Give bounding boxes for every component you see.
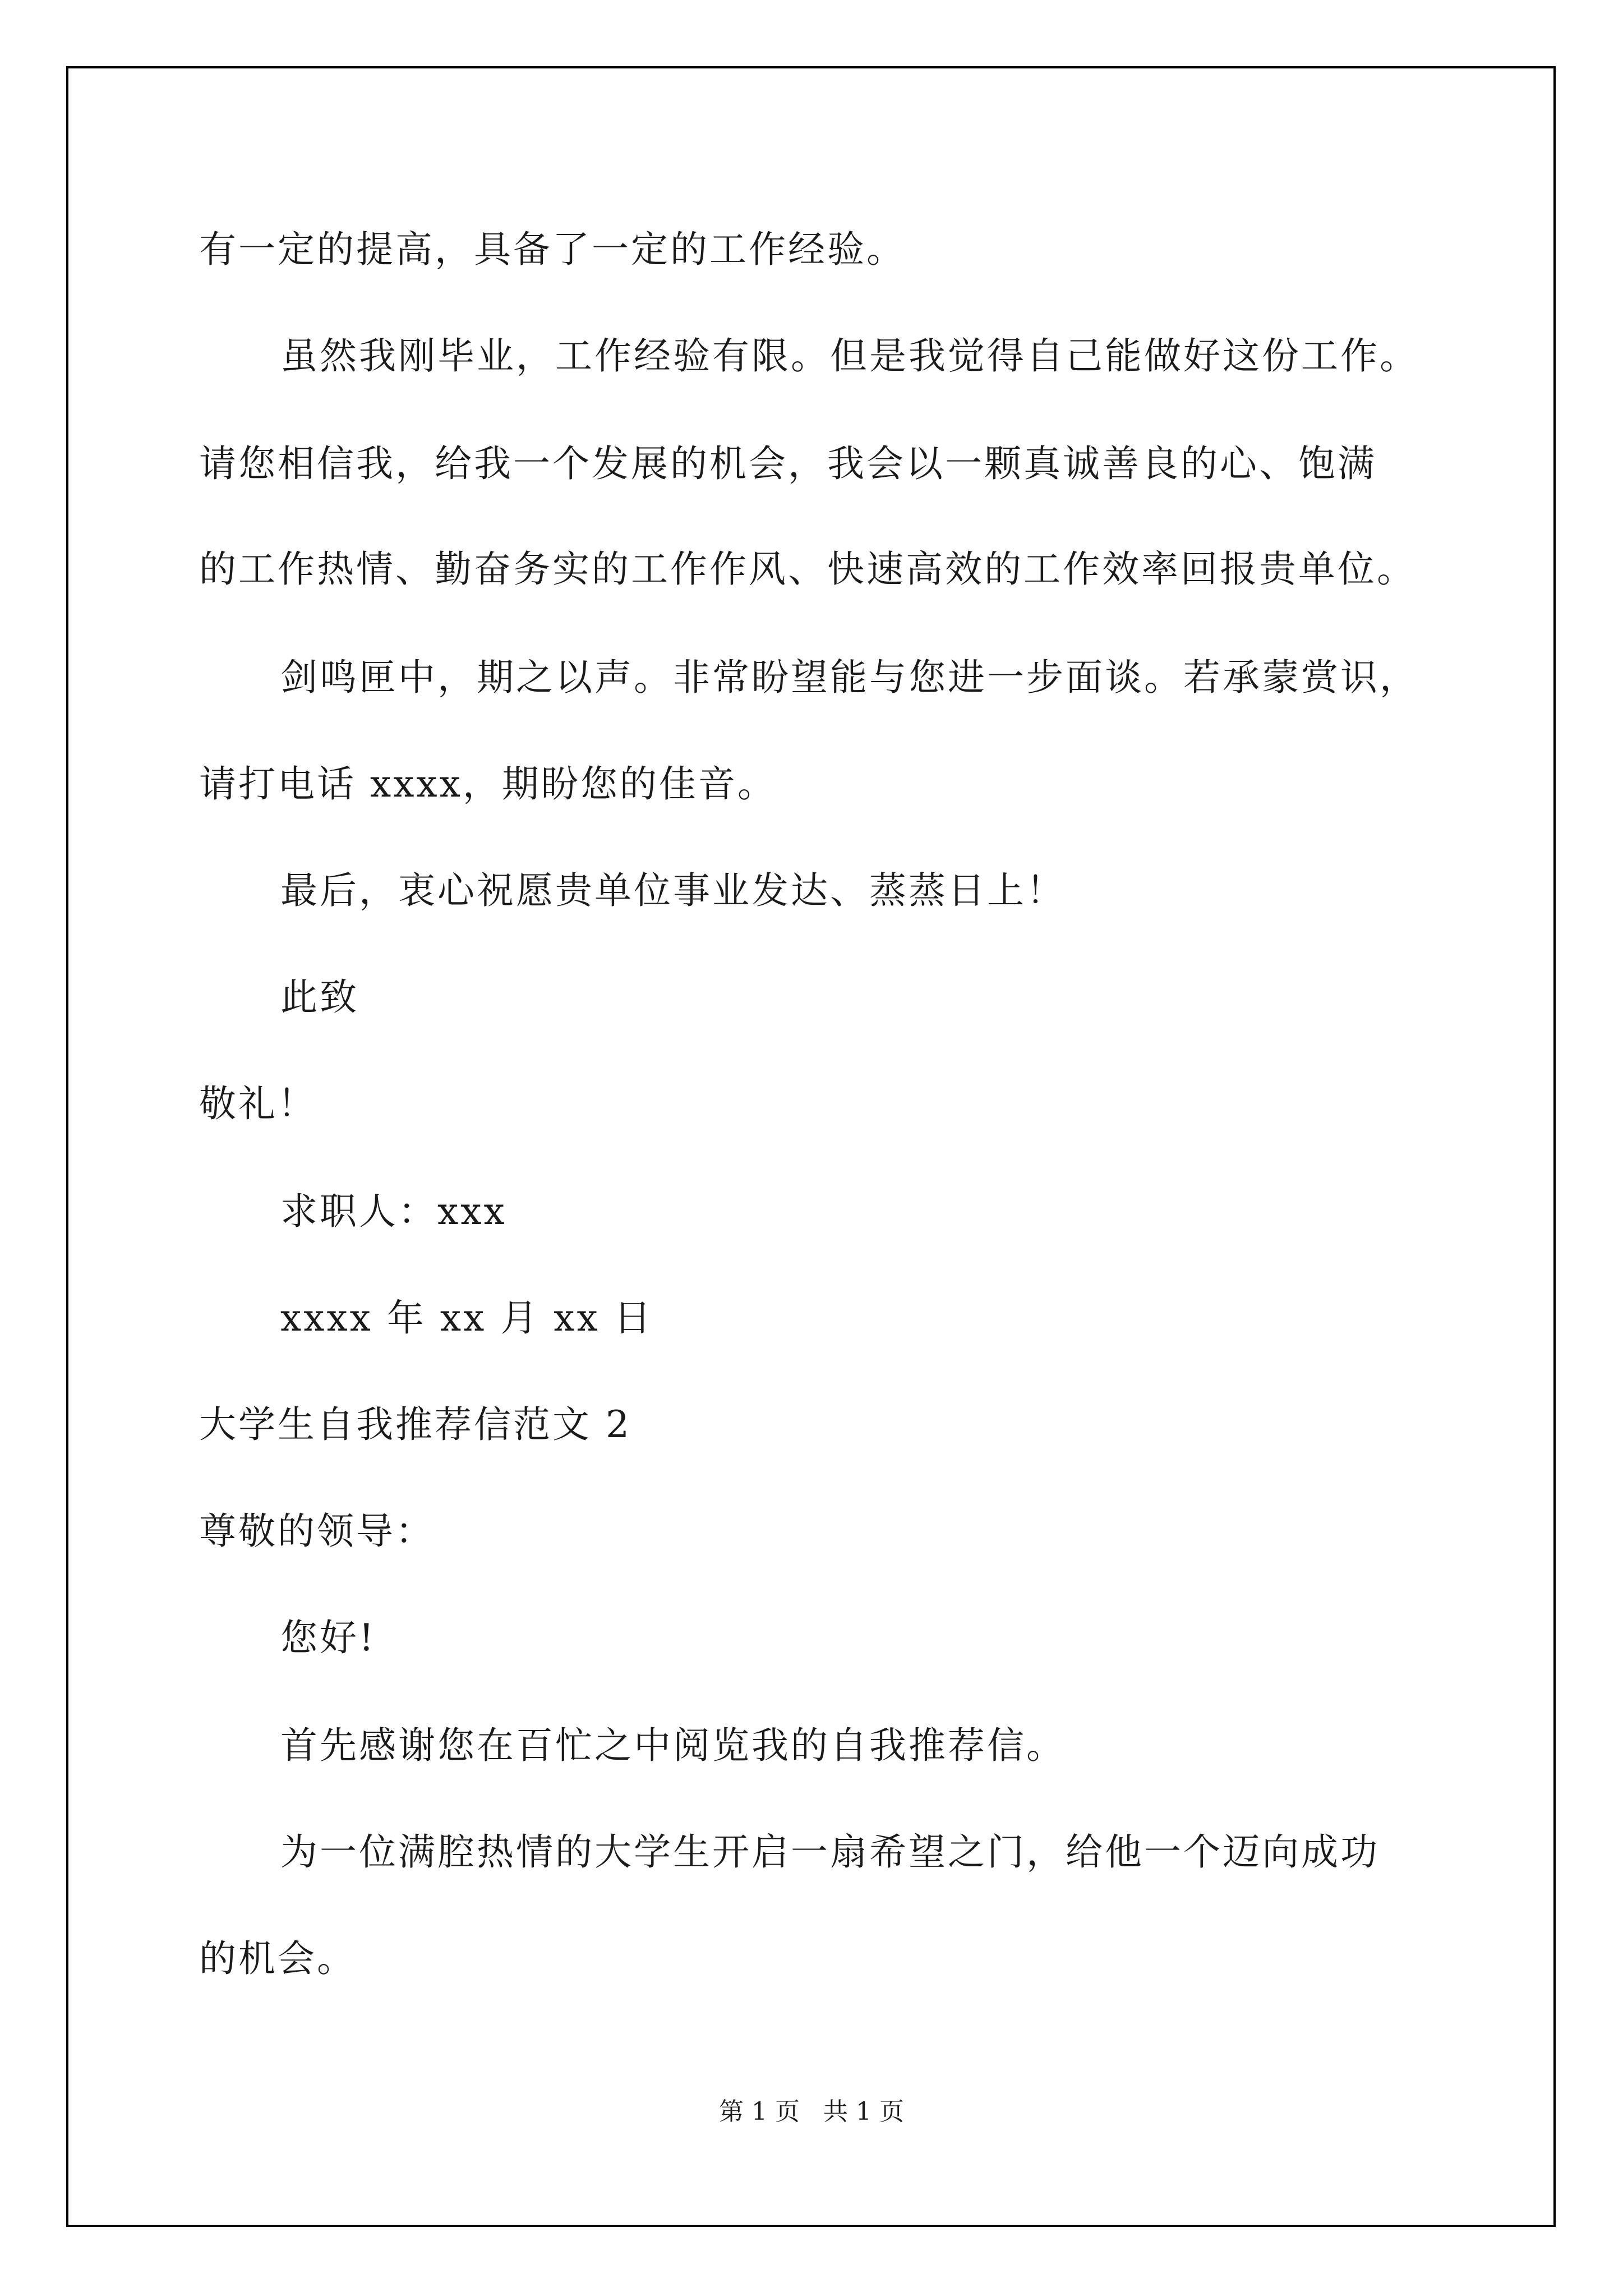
section-heading: 大学生自我推荐信范文 2 [199, 1403, 631, 1446]
body-line: 有一定的提高，具备了一定的工作经验。 [199, 228, 906, 271]
body-line: 请您相信我，给我一个发展的机会，我会以一颗真诚善良的心、饱满 [199, 442, 1377, 485]
body-line: 为一位满腔热情的大学生开启一扇希望之门，给他一个迈向成功 [280, 1830, 1380, 1874]
body-line: 虽然我刚毕业，工作经验有限。但是我觉得自己能做好这份工作。 [280, 334, 1419, 378]
page-border [66, 66, 1556, 2227]
body-line: 首先感谢您在百忙之中阅览我的自我推荐信。 [280, 1724, 1066, 1767]
body-line: 剑鸣匣中，期之以声。非常盼望能与您进一步面谈。若承蒙赏识， [280, 656, 1419, 699]
body-line: 的工作热情、勤奋务实的工作作风、快速高效的工作效率回报贵单位。 [199, 547, 1416, 591]
body-line: 求职人：xxx [280, 1190, 507, 1233]
body-line: 的机会。 [199, 1937, 356, 1980]
body-line: 尊敬的领导： [199, 1510, 435, 1553]
body-line: 敬礼！ [199, 1082, 317, 1125]
body-line: 您好! [280, 1616, 376, 1659]
body-line: 最后，衷心祝愿贵单位事业发达、蒸蒸日上！ [280, 869, 1066, 912]
body-line: 请打电话 xxxx，期盼您的佳音。 [199, 762, 777, 806]
body-line: xxxx 年 xx 月 xx 日 [280, 1296, 653, 1340]
page-footer: 第 1 页 共 1 页 [719, 2097, 904, 2126]
body-line: 此致 [280, 976, 359, 1019]
